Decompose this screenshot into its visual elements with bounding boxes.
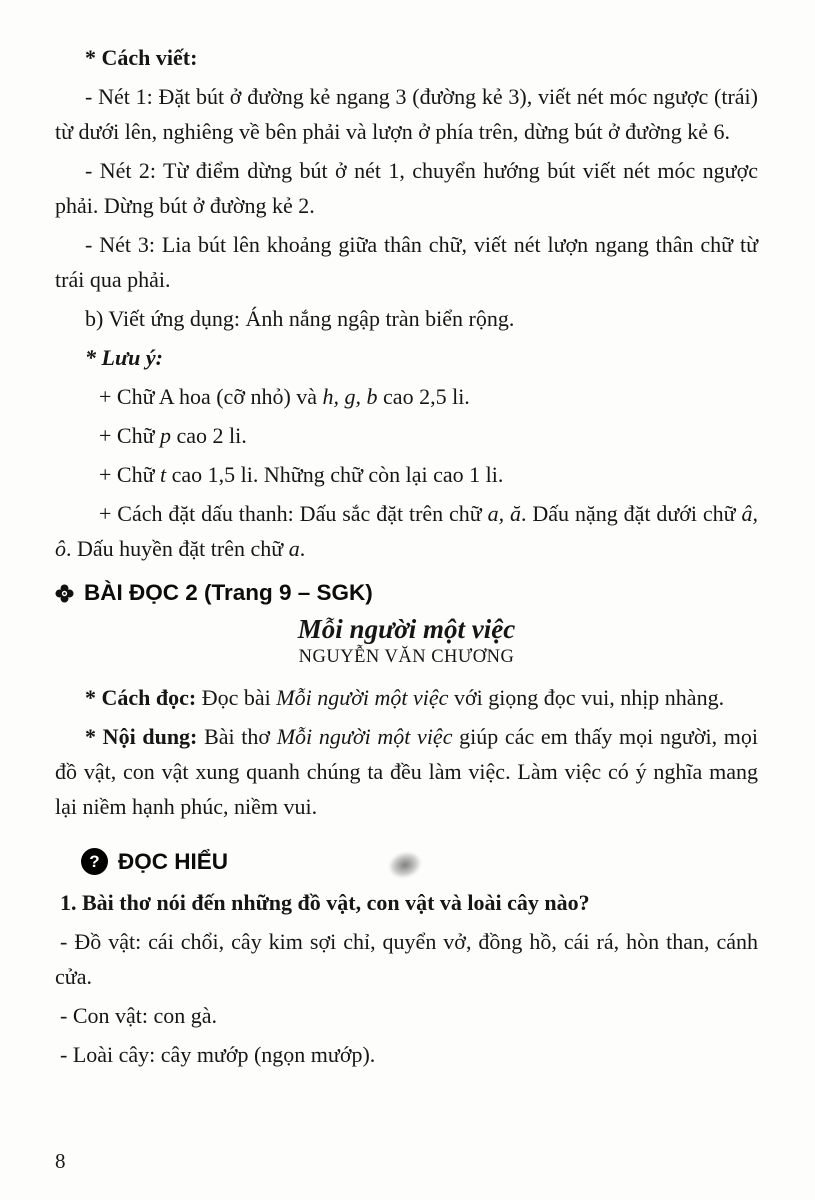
poem-author: NGUYỄN VĂN CHƯƠNG (298, 647, 515, 667)
answer-do-vat: - Đồ vật: cái chổi, cây kim sợi chỉ, quyển vở, đồng hồ, cái rá, hòn than, cánh cửa. (55, 929, 758, 989)
doc-hieu-heading-label: ĐỌC HIỂU (118, 848, 229, 874)
page-number: 8 (55, 1149, 66, 1173)
cach-viet-heading: * Cách viết: (85, 45, 198, 70)
luu-y-heading: * Lưu ý: (85, 345, 163, 370)
poem-title: Mỗi người một việc (297, 614, 516, 644)
note-chu-p: + Chữ p cao 2 li. (99, 423, 247, 448)
note-chu-a-hoa: + Chữ A hoa (cỡ nhỏ) và h, g, b cao 2,5 li. (99, 384, 470, 409)
noi-dung-paragraph: * Nội dung: Bài thơ Mỗi người một việc giúp các em thấy mọi người, mọi đồ vật, con vật xung quanh chúng ta đều làm việc. Làm việc có ý nghĩa mang lại niềm hạnh phúc, niềm vui. (55, 724, 758, 819)
net2-paragraph: - Nét 2: Từ điểm dừng bút ở nét 1, chuyển hướng bút viết nét móc ngược phải. Dừng bút ở đường kẻ 2. (55, 158, 758, 218)
net1-paragraph: - Nét 1: Đặt bút ở đường kẻ ngang 3 (đường kẻ 3), viết nét móc ngược (trái) từ dưới lên, nghiêng về bên phải và lượn ở phía trên, dừng bút ở đường kẻ 6. (55, 84, 758, 144)
answer-loai-cay: - Loài cây: cây mướp (ngọn mướp). (60, 1042, 376, 1067)
note-dau-thanh: + Cách đặt dấu thanh: Dấu sắc đặt trên chữ a, ă. Dấu nặng đặt dưới chữ â, ô. Dấu huyền đặt trên chữ a. (55, 501, 758, 561)
note-chu-t: + Chữ t cao 1,5 li. Những chữ còn lại cao 1 li. (99, 462, 504, 487)
question-1: 1. Bài thơ nói đến những đồ vật, con vật và loài cây nào? (60, 890, 590, 915)
doc-hieu-heading (55, 848, 758, 875)
question-mark-icon: ? (81, 848, 108, 875)
florette-icon (55, 584, 74, 603)
viet-ung-dung-paragraph: b) Viết ứng dụng: Ánh nắng ngập tràn biển rộng. (85, 306, 515, 331)
bai-doc-2-heading-label: BÀI ĐỌC 2 (Trang 9 – SGK) (84, 580, 373, 605)
bai-doc-2-heading (55, 580, 758, 606)
cach-doc-paragraph: * Cách đọc: Đọc bài Mỗi người một việc với giọng đọc vui, nhịp nhàng. (85, 685, 725, 710)
answer-con-vat: - Con vật: con gà. (60, 1003, 218, 1028)
net3-paragraph: - Nét 3: Lia bút lên khoảng giữa thân chữ, viết nét lượn ngang thân chữ từ trái qua phải. (55, 232, 758, 292)
